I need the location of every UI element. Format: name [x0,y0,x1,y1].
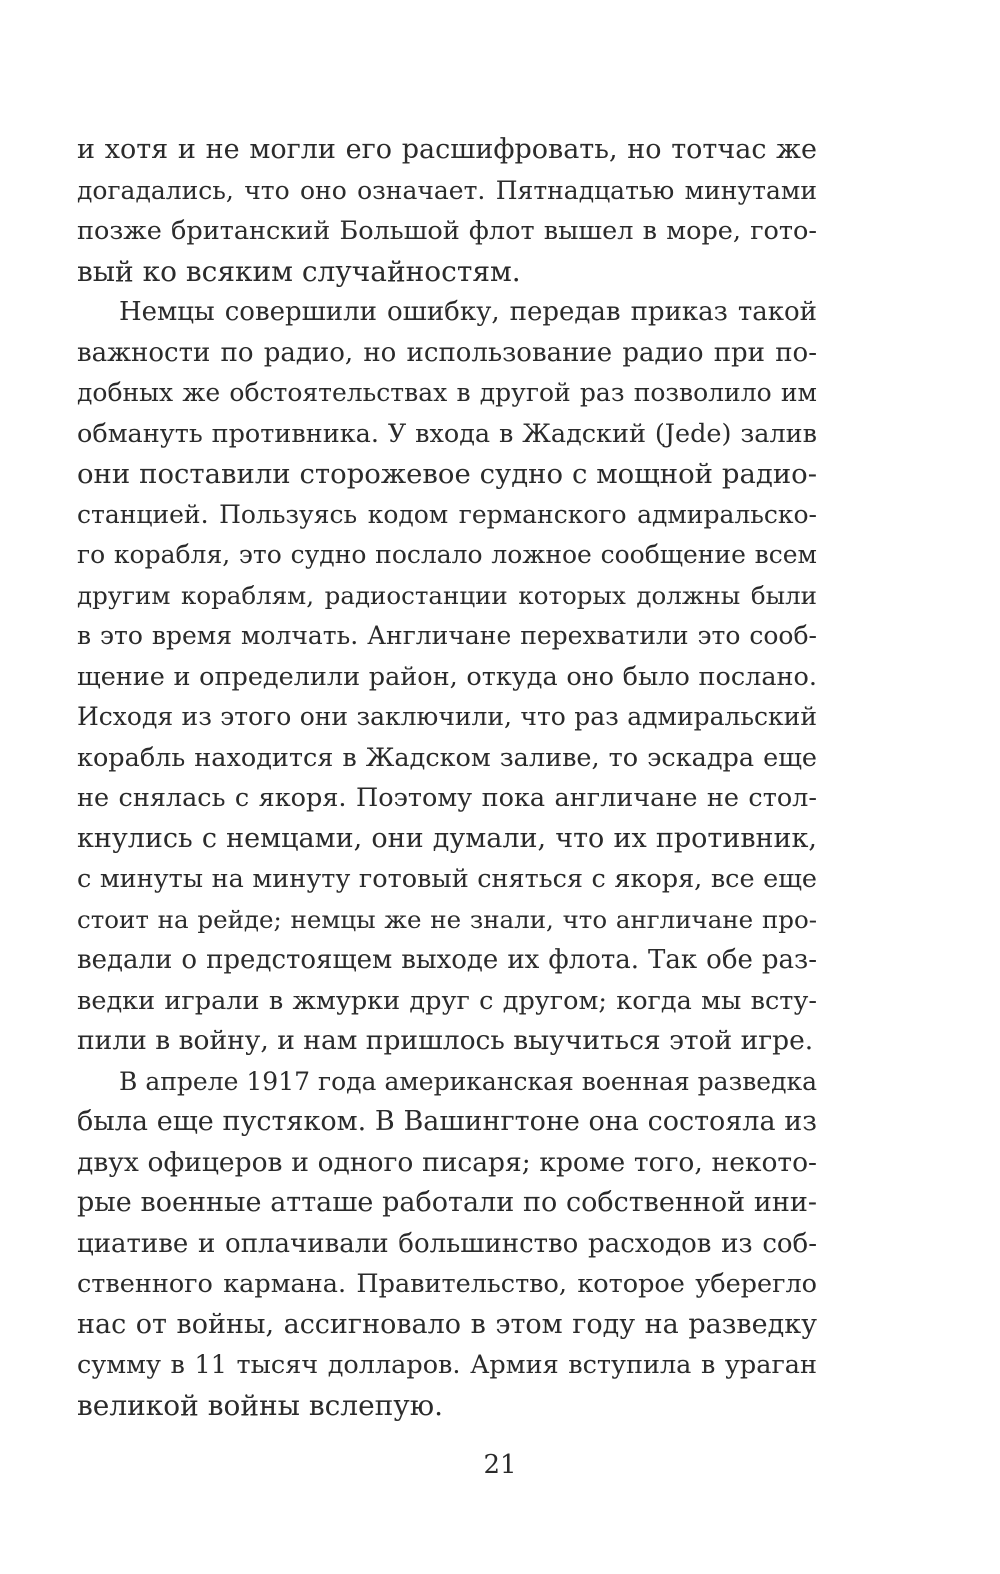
body-text [77,130,817,1426]
paragraph-2 [77,292,817,1062]
paragraph-1 [77,130,817,292]
text-line: добных же обстоятельствах в другой раз позволило им [77,378,817,407]
text-line: кнулись с немцами, они думали, что их противник, [77,822,817,854]
text-line: нас от войны, ассигновало в этом году на разведку [77,1308,817,1340]
text-line: другим кораблям, радиостанции которых должны были [77,580,817,610]
text-line: рые военные атташе работали по собственной ини- [77,1187,817,1218]
text-line: го корабля, это судно послало ложное сообщение всем [77,540,817,569]
text-line: Исходя из этого они заключили, что раз адмиральский [77,702,817,731]
text-line: двух офицеров и одного писаря; кроме того, некото- [77,1146,817,1178]
text-line: станцией. Пользуясь кодом германского адмиральско- [77,499,817,529]
text-line: вый ко всяким случайностям. [77,254,521,288]
text-line: они поставили сторожевое судно с мощной радио- [77,458,817,490]
text-line: В апреле 1917 года американская военная разведка [119,1066,817,1096]
text-line: Немцы совершили ошибку, передав приказ такой [119,297,817,327]
paragraph-3 [77,1062,817,1427]
page-number: 21 [483,1450,517,1480]
text-line: ведали о предстоящем выходе их флота. Так обе раз- [77,945,817,975]
text-line: была еще пустяком. В Вашингтоне она состояла из [77,1106,817,1137]
text-line: с минуты на минуту готовый сняться с якоря, все еще [77,864,817,894]
text-line: корабль находится в Жадском заливе, то эскадра еще [77,742,817,773]
text-line: пили в войну, и нам пришлось выучиться этой игре. [77,1025,814,1056]
text-line: в это время молчать. Англичане перехватили это сооб- [77,621,817,650]
text-line: ственного кармана. Правительство, которое уберегло [77,1269,817,1299]
text-line: щение и определили район, откуда оно было послано. [77,661,817,692]
text-line: ведки играли в жмурки друг с другом; когда мы всту- [77,985,817,1016]
text-line: обмануть противника. У входа в Жадский (Jede) залив [77,418,817,449]
text-line: сумму в 11 тысяч долларов. Армия вступила в ураган [77,1350,817,1380]
text-line: великой войны вслепую. [77,1388,444,1422]
text-line: догадались, что оно означает. Пятнадцатью минутами [77,175,817,205]
text-line: циативе и оплачивали большинство расходов из соб- [77,1228,817,1259]
text-line: позже британский Большой флот вышел в море, гото- [77,216,817,246]
text-line: стоит на рейде; немцы же не знали, что англичане про- [77,904,817,934]
text-line: важности по радио, но использование радио при по- [77,337,817,368]
text-line: и хотя и не могли его расшифровать, но тотчас же [77,134,817,165]
text-line: не снялась с якоря. Поэтому пока англичане не стол- [77,783,817,813]
